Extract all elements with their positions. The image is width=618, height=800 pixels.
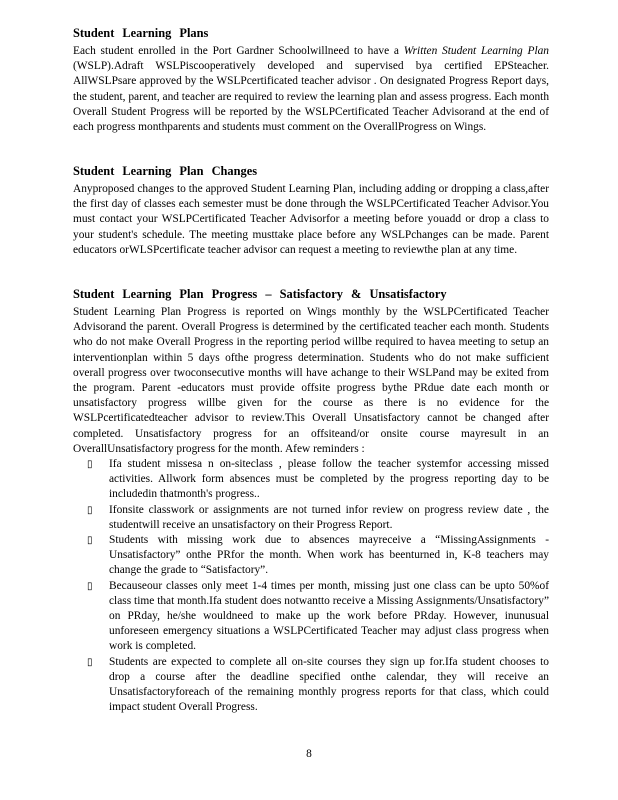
section-paragraph: Anyproposed changes to the approved Student Learning Plan, including adding or dropping a class,after the first day of classes each semester must be done through the WSLPCertificated Teacher Advisor.You must contact your WSLPCertificated Teacher Advisorfor a meeting before youadd or drop a class to your student's schedule. The meeting musttake place before any WSLPchanges can be made. Parent educators orWLSPcertificate teacher advisor can request a meeting to reviewthe plan at any time. — [73, 183, 549, 256]
list-item-text: Becauseour classes only meet 1-4 times per month, missing just one class can be upto 50%of class time that month.Ifa student does notwantto receive a Missing Assignments/Unsatisfactory” on PRday, he/she wouldneed to make up the work before PRday. However, inunusual unforeseen emergency situations a WSLPCertificated Teacher may adjust class progress when work is completed. — [109, 579, 549, 653]
list-item — [73, 457, 549, 503]
page-number: 8 — [306, 748, 312, 760]
list-item-text: Students are expected to complete all on-site courses they sign up for.Ifa student chooses to drop a course after the deadline specified onthe calendar, they will receive an Unsatisfactoryforeach of the remaining monthly progress reports for that class, which could impact student Overall Progress. — [109, 655, 549, 714]
square-box-icon: ▯ — [87, 535, 93, 547]
paragraph-text: Each student enrolled in the Port Gardner Schoolwillneed to have a — [73, 45, 404, 57]
italic-term: Written Student Learning Plan — [403, 45, 550, 57]
square-box-icon: ▯ — [87, 580, 93, 592]
section-student-learning-plans — [73, 26, 549, 135]
square-box-icon: ▯ — [87, 459, 93, 471]
reminders-list — [73, 457, 549, 715]
list-item-text: Ifa student missesa n on-siteclass , please follow the teacher systemfor accessing missed activities. Allwork form absences must be completed by the progress reporting day to be includedin thatmonth's progress.. — [109, 458, 549, 501]
section-heading: Student Learning Plan Progress – Satisfactory & Unsatisfactory — [73, 287, 447, 301]
square-box-icon: ▯ — [87, 656, 93, 668]
list-item — [73, 655, 549, 716]
list-item-text: Students with missing work due to absences mayreceive a “MissingAssignments - Unsatisfactory” onthe PRfor the month. When work has beenturned in, K-8 teachers may change the grade to “Satisfactory”. — [109, 534, 549, 577]
square-box-icon: ▯ — [87, 504, 93, 516]
paragraph-text: (WSLP).Adraft WSLPiscooperatively developed and supervised bya certified EPSteacher. AllWSLPsare approved by the WSLPcertificated teacher advisor . On designated Progress Report days, the student, parent, and teacher are required to review the learning plan and assess progress. Each month Overall Student Progress will be reported by the WSLPCertificated Teacher Advisorand at the end of each progress monthparents and students must comment on the OverallProgress on Wings. — [73, 60, 550, 134]
list-item — [73, 579, 549, 655]
section-plan-progress — [73, 287, 549, 715]
section-heading: Student Learning Plan Changes — [73, 164, 258, 178]
section-paragraph — [73, 44, 549, 135]
list-item-text: Ifonsite classwork or assignments are not turned infor review on progress review date , the studentwill receive an unsatisfactory on their Progress Report. — [109, 503, 549, 531]
section-paragraph: Student Learning Plan Progress is reported on Wings monthly by the WSLPCertificated Teacher Advisorand the parent. Overall Progress is determined by the certificated teacher each month. Students who do not make Overall Progress in the reporting period willbe required to havea meeting to setup an interventionplan within 5 days ofthe progress determination. Students who do not make sufficient overall progress over twoconsecutive months will have achange to their WSLPand may be exited from the program. Parent -educators must provide offsite progress bythe PRdue date each month or unsatisfactory progress willbe given for the course as there is no evidence for the WSLPcertificatedteacher advisor to review.This Overall Unsatisfactory cannot be changed after completed. Unsatisfactory progress for an offsiteand/or onsite course mayresult in an OverallUnsatisfactory progress for the month. Afew reminders : — [73, 306, 549, 455]
section-heading: Student Learning Plans — [73, 26, 209, 40]
section-plan-changes — [73, 164, 549, 258]
list-item — [73, 533, 549, 579]
list-item — [73, 503, 549, 533]
